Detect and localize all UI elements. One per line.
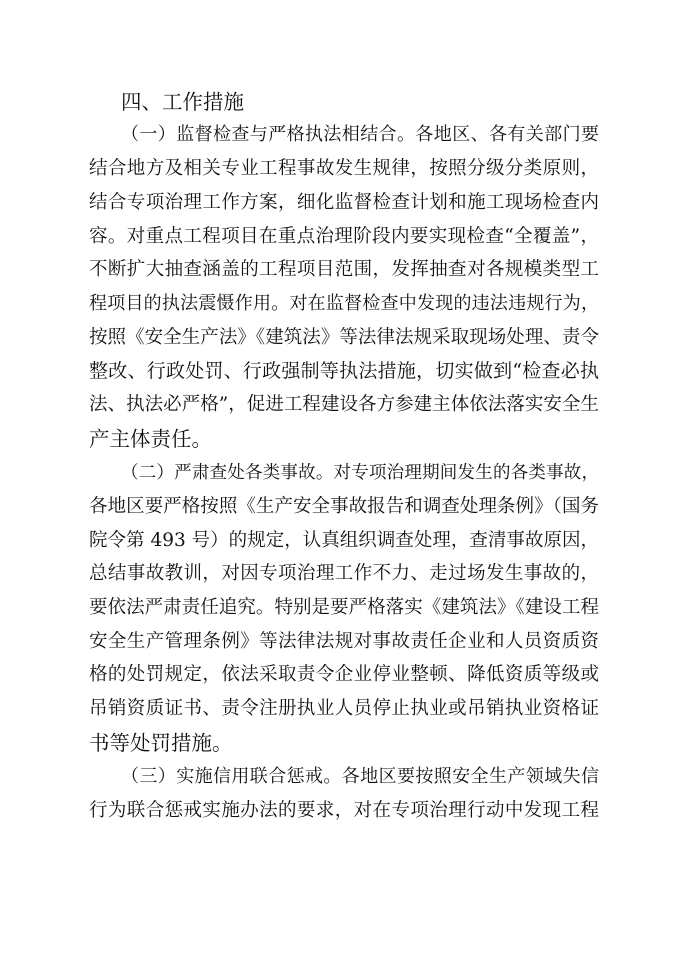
- paragraph-2-line-6: 安全生产管理条例》等法律法规对事故责任企业和人员资质资: [89, 631, 599, 652]
- paragraph-2-line-5: 要依法严肃责任追究。特别是要严格落实《建筑法》《建设工程: [89, 597, 599, 618]
- paragraph-2-line-1: （二）严肃查处各类事故。对专项治理期间发生的各类事故，: [121, 463, 599, 483]
- paragraph-1-line-10: 产主体责任。: [89, 427, 212, 451]
- paragraph-1-line-6: 程项目的执法震慑作用。对在监督检查中发现的违法违规行为，: [89, 293, 599, 314]
- paragraph-2-line-8: 吊销资质证书、责令注册执业人员停止执业或吊销执业资格证: [89, 698, 599, 719]
- paragraph-1-line-3: 结合专项治理工作方案，细化监督检查计划和施工现场检查内: [89, 192, 599, 213]
- paragraph-2-line-4: 总结事故教训，对因专项治理工作不力、走过场发生事故的，: [89, 563, 599, 584]
- paragraph-1-line-7: 按照《安全生产法》《建筑法》等法律法规采取现场处理、责令: [89, 327, 599, 348]
- paragraph-2-line-2: 各地区要严格按照《生产安全事故报告和调查处理条例》（国务: [89, 496, 599, 517]
- section-heading: 四、工作措施: [121, 90, 244, 114]
- paragraph-3-line-2: 行为联合惩戒实施办法的要求，对在专项治理行动中发现工程: [89, 800, 599, 821]
- paragraph-2-line-9: 书等处罚措施。: [89, 731, 233, 755]
- paragraph-1-line-1: （一）监督检查与严格执法相结合。各地区、各有关部门要: [121, 124, 599, 145]
- paragraph-1-line-5: 不断扩大抽查涵盖的工程项目范围，发挥抽查对各规模类型工: [89, 259, 599, 280]
- paragraph-3-line-1: （三）实施信用联合惩戒。各地区要按照安全生产领域失信: [121, 766, 599, 787]
- paragraph-2-line-3: 院令第 493 号）的规定，认真组织调查处理，查清事故原因，: [89, 530, 599, 551]
- paragraph-1-line-8: 整改、行政处罚、行政强制等执法措施，切实做到“检查必执: [89, 360, 599, 382]
- paragraph-2-line-7: 格的处罚规定，依法采取责令企业停业整顿、降低资质等级或: [89, 664, 599, 685]
- paragraph-1-line-2: 结合地方及相关专业工程事故发生规律，按照分级分类原则，: [89, 158, 599, 179]
- paragraph-1-line-4: 容。对重点工程项目在重点治理阶段内要实现检查“全覆盖”，: [89, 226, 599, 247]
- paragraph-1-line-9: 法、执法必严格”，促进工程建设各方参建主体依法落实安全生: [89, 394, 599, 415]
